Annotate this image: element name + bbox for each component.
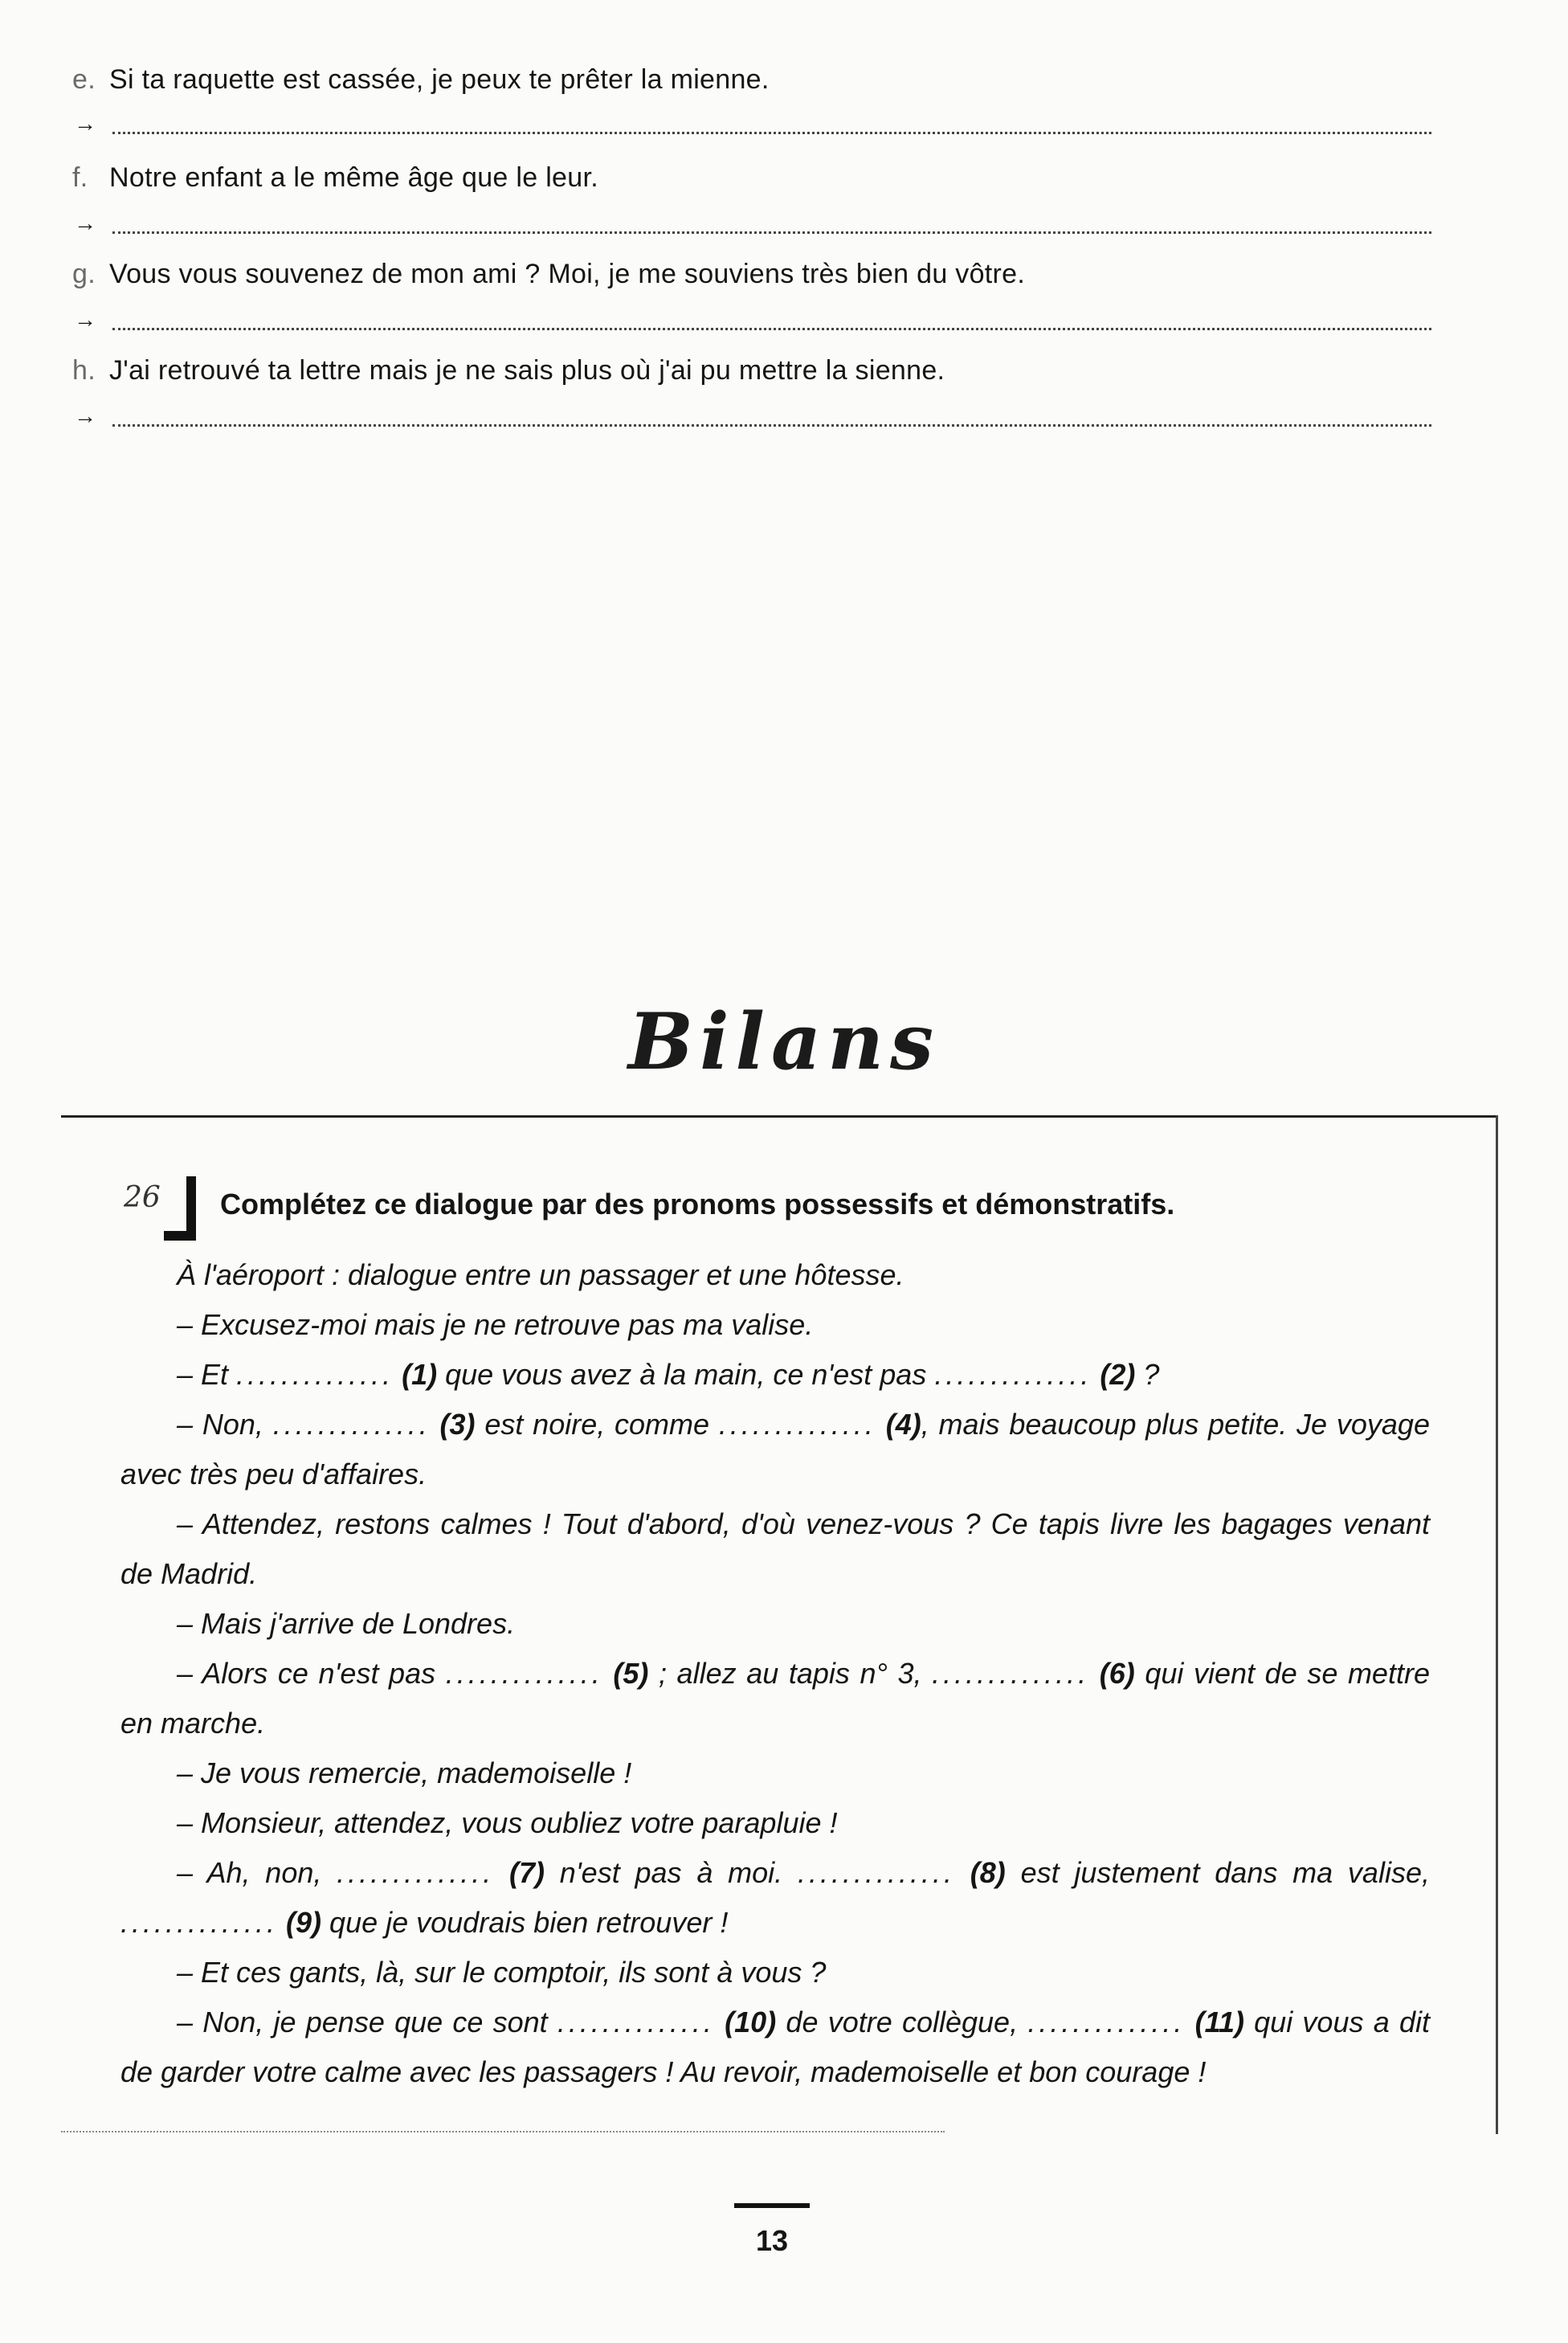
dialogue-text: qui vient de se mettre en marche.	[120, 1657, 1430, 1740]
dialogue-text: est noire, comme	[475, 1408, 719, 1441]
blank-number: (7)	[509, 1856, 545, 1889]
exercise-item-f	[72, 162, 598, 194]
dialogue-text: , mais beaucoup plus petite. Je voyage avec très peu d'affaires.	[120, 1408, 1430, 1490]
answer-line-h[interactable]	[74, 403, 1431, 435]
dialogue-text: – Non, je pense que ce sont	[177, 2006, 557, 2038]
page-number-rule	[734, 2203, 810, 2208]
answer-line-g[interactable]	[74, 307, 1431, 339]
dialogue-text: À l'aéroport : dialogue entre un passager et une hôtesse.	[177, 1258, 904, 1291]
dialogue-text: ?	[1135, 1358, 1160, 1391]
dialogue	[120, 1250, 1430, 2097]
exercise-number-badge	[116, 1176, 196, 1241]
dotted-line	[112, 231, 1431, 234]
dialogue-line	[120, 1798, 1430, 1848]
blank-number: (8)	[970, 1856, 1006, 1889]
dialogue-line	[120, 1499, 1430, 1599]
arrow-icon: →	[74, 307, 96, 332]
dialogue-text: – Alors ce n'est pas	[177, 1657, 446, 1690]
arrow-icon: →	[74, 111, 96, 136]
item-text: Notre enfant a le même âge que le leur.	[109, 162, 598, 193]
blank-number: (1)	[402, 1358, 438, 1391]
blank-11[interactable]: ..............	[1027, 2006, 1186, 2038]
dialogue-text: de votre collègue,	[776, 2006, 1028, 2038]
exercise-item-e	[72, 64, 770, 96]
dialogue-line	[120, 1649, 1430, 1748]
blank-number: (9)	[286, 1906, 322, 1939]
exercise-item-h	[72, 355, 945, 386]
dialogue-line	[120, 1300, 1430, 1350]
section-title: Bilans	[627, 996, 941, 1087]
dialogue-text: – Et	[177, 1358, 237, 1391]
dialogue-text: – Et ces gants, là, sur le comptoir, ils sont à vous ?	[177, 1956, 827, 1989]
blank-1[interactable]: ..............	[236, 1358, 394, 1391]
dialogue-line	[120, 1748, 1430, 1798]
box-top-border	[61, 1115, 1497, 1118]
dialogue-line	[120, 1948, 1430, 1997]
answer-line-e[interactable]	[74, 111, 1431, 143]
dialogue-text: – Je vous remercie, mademoiselle !	[177, 1756, 632, 1789]
dialogue-line	[120, 1400, 1430, 1499]
item-text: Si ta raquette est cassée, je peux te prêter la mienne.	[109, 64, 770, 95]
blank-7[interactable]: ..............	[337, 1856, 495, 1889]
blank-6[interactable]: ..............	[932, 1657, 1090, 1690]
dotted-line	[112, 328, 1431, 330]
dialogue-text: – Mais j'arrive de Londres.	[177, 1607, 516, 1640]
item-letter: h.	[72, 355, 96, 386]
dialogue-text: – Monsieur, attendez, vous oubliez votre parapluie !	[177, 1806, 838, 1839]
dialogue-text: est justement dans ma valise,	[1005, 1856, 1430, 1889]
answer-line-f[interactable]	[74, 211, 1431, 243]
blank-3[interactable]: ..............	[272, 1408, 431, 1441]
dialogue-line	[120, 1599, 1430, 1649]
box-right-border	[1496, 1115, 1498, 2134]
dialogue-text: qui vous a dit de garder votre calme avec les passagers ! Au revoir, mademoiselle et bon courage !	[120, 2006, 1430, 2088]
dotted-line	[112, 132, 1431, 134]
exercise-number: 26	[124, 1181, 161, 1214]
dialogue-line	[120, 1250, 1430, 1300]
exercise-title: Complétez ce dialogue par des pronoms possessifs et démonstratifs.	[220, 1188, 1175, 1221]
blank-number: (3)	[439, 1408, 476, 1441]
dialogue-line	[120, 1350, 1430, 1400]
item-letter: f.	[72, 162, 88, 193]
blank-number: (2)	[1100, 1358, 1136, 1391]
bracket-foot	[164, 1231, 196, 1241]
dialogue-text: n'est pas à moi.	[545, 1856, 798, 1889]
exercise-item-g	[72, 259, 1025, 290]
dialogue-text: que vous avez à la main, ce n'est pas	[437, 1358, 935, 1391]
blank-10[interactable]: ..............	[557, 2006, 715, 2038]
blank-number: (10)	[725, 2006, 777, 2038]
dialogue-text: que je voudrais bien retrouver !	[321, 1906, 729, 1939]
blank-number: (6)	[1099, 1657, 1135, 1690]
blank-2[interactable]: ..............	[934, 1358, 1092, 1391]
dialogue-text: – Excusez-moi mais je ne retrouve pas ma valise.	[177, 1308, 814, 1341]
blank-4[interactable]: ..............	[718, 1408, 876, 1441]
box-bottom-border	[61, 2131, 945, 2132]
item-letter: e.	[72, 64, 96, 95]
dotted-line	[112, 424, 1431, 427]
dialogue-line	[120, 1997, 1430, 2097]
blank-number: (5)	[613, 1657, 649, 1690]
blank-number: (4)	[885, 1408, 921, 1441]
dialogue-text: ; allez au tapis n° 3,	[648, 1657, 933, 1690]
dialogue-text: – Non,	[177, 1408, 273, 1441]
blank-9[interactable]: ..............	[120, 1906, 279, 1939]
arrow-icon: →	[74, 211, 96, 235]
dialogue-text: – Attendez, restons calmes ! Tout d'abord, d'où venez-vous ? Ce tapis livre les bagages venant de Madrid.	[120, 1507, 1430, 1590]
item-text: J'ai retrouvé ta lettre mais je ne sais plus où j'ai pu mettre la sienne.	[109, 355, 945, 386]
blank-5[interactable]: ..............	[445, 1657, 603, 1690]
item-text: Vous vous souvenez de mon ami ? Moi, je me souviens très bien du vôtre.	[109, 259, 1026, 289]
dialogue-text: – Ah, non,	[177, 1856, 337, 1889]
blank-8[interactable]: ..............	[797, 1856, 955, 1889]
arrow-icon: →	[74, 403, 96, 428]
item-letter: g.	[72, 259, 96, 289]
dialogue-line	[120, 1848, 1430, 1948]
page-number: 13	[755, 2224, 789, 2257]
blank-number: (11)	[1194, 2006, 1244, 2038]
